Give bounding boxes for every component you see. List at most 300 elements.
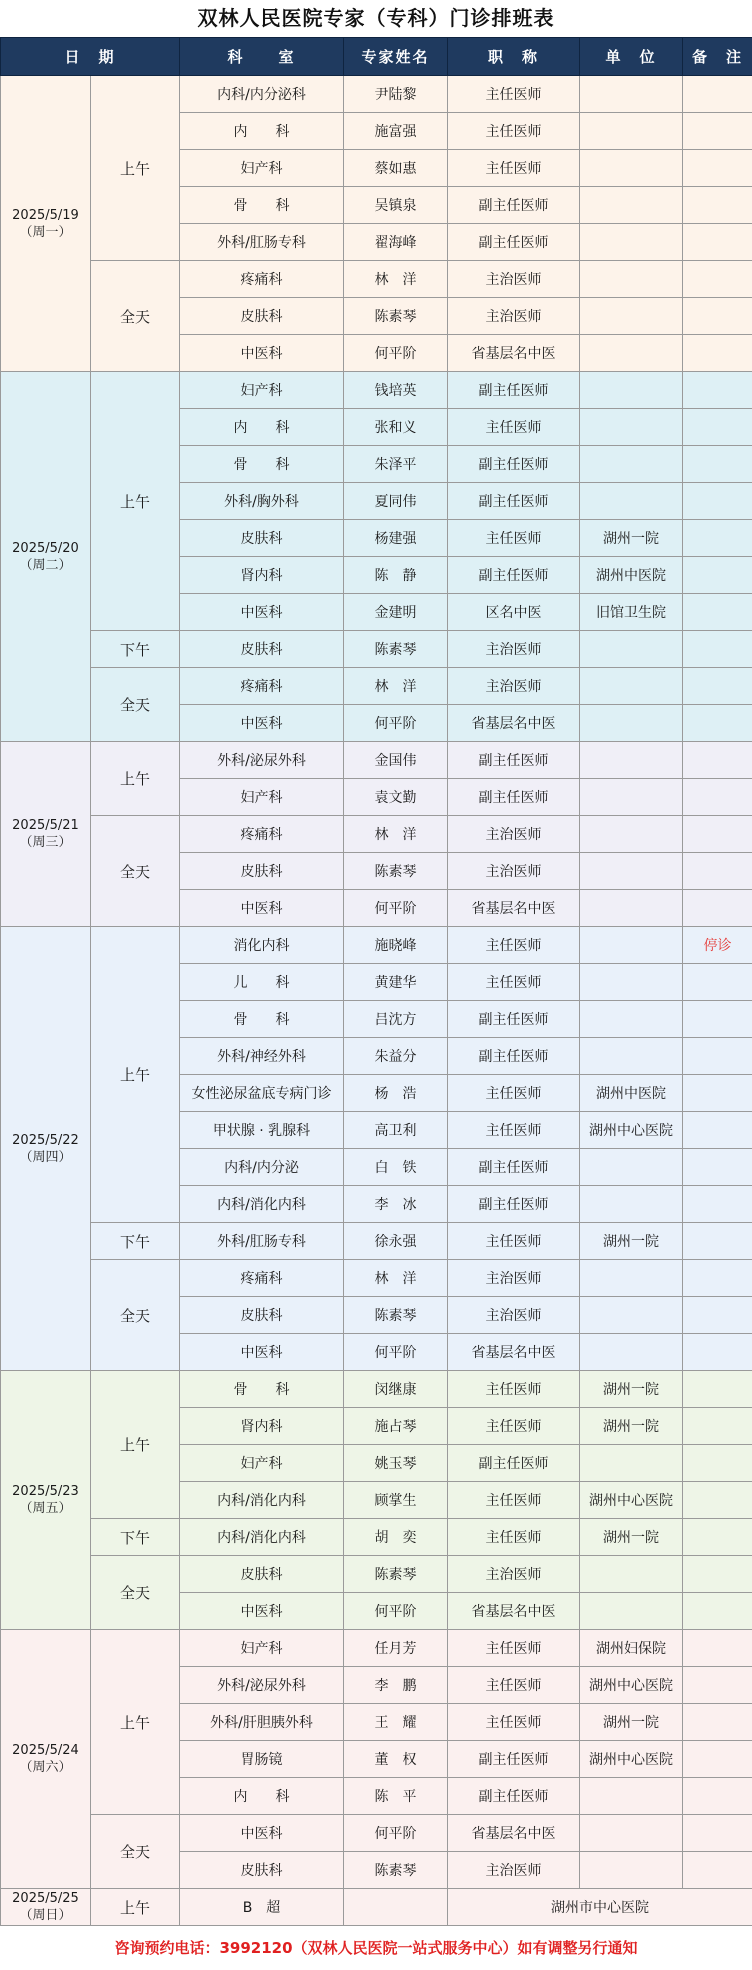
rank-cell: 副主任医师 xyxy=(448,1778,580,1815)
note-cell xyxy=(683,1186,752,1223)
rank-cell: 主任医师 xyxy=(448,927,580,964)
name-cell: 翟海峰 xyxy=(344,224,448,261)
name-cell: 陈素琴 xyxy=(344,631,448,668)
unit-cell xyxy=(580,335,683,372)
note-cell xyxy=(683,1223,752,1260)
period-cell: 全天 xyxy=(91,261,180,372)
period-cell: 上午 xyxy=(91,1630,180,1815)
dept-cell: 外科/胸外科 xyxy=(180,483,344,520)
name-cell: 朱益分 xyxy=(344,1038,448,1075)
dept-cell: 内 科 xyxy=(180,409,344,446)
rank-cell: 主任医师 xyxy=(448,113,580,150)
dept-cell: 皮肤科 xyxy=(180,1556,344,1593)
date-cell xyxy=(1,372,91,742)
note-cell xyxy=(683,594,752,631)
rank-cell: 副主任医师 xyxy=(448,187,580,224)
table-row xyxy=(1,1371,752,1408)
name-cell: 李 冰 xyxy=(344,1186,448,1223)
name-cell: 陈素琴 xyxy=(344,1852,448,1889)
name-cell: 夏同伟 xyxy=(344,483,448,520)
unit-cell: 湖州中心医院 xyxy=(580,1741,683,1778)
rank-cell: 副主任医师 xyxy=(448,1445,580,1482)
unit-cell: 湖州一院 xyxy=(580,1519,683,1556)
rank-cell: 主治医师 xyxy=(448,668,580,705)
table-row xyxy=(1,1223,752,1260)
unit-cell: 旧馆卫生院 xyxy=(580,594,683,631)
dept-cell: 疼痛科 xyxy=(180,261,344,298)
name-cell: 施富强 xyxy=(344,113,448,150)
table-row xyxy=(1,372,752,409)
date-cell xyxy=(1,742,91,927)
header-note: 备 注 xyxy=(683,38,752,76)
dept-cell: 皮肤科 xyxy=(180,1852,344,1889)
dept-cell: 消化内科 xyxy=(180,927,344,964)
table-row xyxy=(1,816,752,853)
period-cell: 上午 xyxy=(91,1371,180,1519)
rank-cell: 省基层名中医 xyxy=(448,1334,580,1371)
rank-cell: 副主任医师 xyxy=(448,742,580,779)
rank-cell: 省基层名中医 xyxy=(448,705,580,742)
unit-cell xyxy=(580,668,683,705)
table-row xyxy=(1,668,752,705)
weekday-text: （周六） xyxy=(1,1759,90,1776)
name-cell: 陈素琴 xyxy=(344,1297,448,1334)
rank-cell: 主任医师 xyxy=(448,1667,580,1704)
unit-cell xyxy=(580,1445,683,1482)
rank-cell: 主治医师 xyxy=(448,816,580,853)
table-row xyxy=(1,76,752,113)
unit-cell: 湖州中心医院 xyxy=(580,1112,683,1149)
name-cell: 王 耀 xyxy=(344,1704,448,1741)
note-cell xyxy=(683,557,752,594)
period-cell: 上午 xyxy=(91,927,180,1223)
unit-cell xyxy=(580,1186,683,1223)
dept-cell: 外科/肛肠专科 xyxy=(180,1223,344,1260)
note-cell xyxy=(683,853,752,890)
dept-cell: 妇产科 xyxy=(180,372,344,409)
table-row xyxy=(1,1630,752,1667)
unit-cell xyxy=(580,1778,683,1815)
rank-cell: 主任医师 xyxy=(448,1704,580,1741)
weekday-text: （周一） xyxy=(1,224,90,241)
dept-cell: 中医科 xyxy=(180,890,344,927)
note-cell xyxy=(683,1260,752,1297)
name-cell: 林 洋 xyxy=(344,1260,448,1297)
rank-cell: 主任医师 xyxy=(448,1371,580,1408)
note-cell xyxy=(683,520,752,557)
note-cell xyxy=(683,1297,752,1334)
name-cell: 何平阶 xyxy=(344,1334,448,1371)
dept-cell: 内科/消化内科 xyxy=(180,1482,344,1519)
table-row xyxy=(1,1815,752,1852)
table-row xyxy=(1,742,752,779)
name-cell: 闵继康 xyxy=(344,1371,448,1408)
unit-cell xyxy=(580,261,683,298)
dept-cell: 外科/泌尿外科 xyxy=(180,742,344,779)
note-cell xyxy=(683,76,752,113)
name-cell: 钱培英 xyxy=(344,372,448,409)
name-cell: 何平阶 xyxy=(344,1593,448,1630)
date-cell xyxy=(1,1371,91,1630)
note-cell xyxy=(683,261,752,298)
dept-cell: 内科/内分泌科 xyxy=(180,76,344,113)
weekday-text: （周日） xyxy=(1,1907,90,1924)
unit-cell xyxy=(580,816,683,853)
dept-cell: 内 科 xyxy=(180,113,344,150)
dept-cell: 肾内科 xyxy=(180,557,344,594)
unit-cell xyxy=(580,742,683,779)
note-cell xyxy=(683,409,752,446)
dept-cell: 中医科 xyxy=(180,705,344,742)
period-cell: 全天 xyxy=(91,1556,180,1630)
rank-cell: 主任医师 xyxy=(448,1223,580,1260)
page-title: 双林人民医院专家（专科）门诊排班表 xyxy=(0,0,752,37)
note-cell xyxy=(683,1112,752,1149)
dept-cell: 疼痛科 xyxy=(180,816,344,853)
dept-cell: 内 科 xyxy=(180,1778,344,1815)
note-cell xyxy=(683,446,752,483)
rank-cell: 主任医师 xyxy=(448,1482,580,1519)
dept-cell: 内科/消化内科 xyxy=(180,1519,344,1556)
rank-cell: 副主任医师 xyxy=(448,483,580,520)
note-cell xyxy=(683,187,752,224)
name-cell: 蔡如惠 xyxy=(344,150,448,187)
name-cell: 董 权 xyxy=(344,1741,448,1778)
note-cell xyxy=(683,1556,752,1593)
name-cell: 陈素琴 xyxy=(344,298,448,335)
unit-cell xyxy=(580,1852,683,1889)
rank-cell: 主治医师 xyxy=(448,261,580,298)
period-cell: 下午 xyxy=(91,1519,180,1556)
rank-cell: 主治医师 xyxy=(448,1260,580,1297)
dept-cell: 皮肤科 xyxy=(180,1297,344,1334)
note-cell xyxy=(683,1334,752,1371)
note-cell xyxy=(683,705,752,742)
unit-cell xyxy=(580,224,683,261)
dept-cell: 中医科 xyxy=(180,1593,344,1630)
name-cell: 黄建华 xyxy=(344,964,448,1001)
unit-cell xyxy=(580,1001,683,1038)
weekday-text: （周四） xyxy=(1,1149,90,1166)
note-cell xyxy=(683,1704,752,1741)
name-cell: 袁文勤 xyxy=(344,779,448,816)
name-cell: 白 铁 xyxy=(344,1149,448,1186)
note-cell xyxy=(683,372,752,409)
header-date: 日 期 xyxy=(1,38,180,76)
unit-cell: 湖州一院 xyxy=(580,1371,683,1408)
dept-cell: 内科/消化内科 xyxy=(180,1186,344,1223)
name-cell: 胡 奕 xyxy=(344,1519,448,1556)
note-cell xyxy=(683,1149,752,1186)
note-cell xyxy=(683,483,752,520)
note-cell xyxy=(683,816,752,853)
footer-contact: 咨询预约电话：3992120（双林人民医院一站式服务中心）如有调整另行通知 xyxy=(0,1926,752,1970)
note-cell xyxy=(683,113,752,150)
table-row xyxy=(1,261,752,298)
name-cell: 何平阶 xyxy=(344,890,448,927)
rank-cell: 主任医师 xyxy=(448,1630,580,1667)
name-cell: 施占琴 xyxy=(344,1408,448,1445)
name-cell: 朱泽平 xyxy=(344,446,448,483)
unit-cell xyxy=(580,372,683,409)
date-text: 2025/5/19 xyxy=(1,207,90,224)
table-row xyxy=(1,1889,752,1926)
rank-cell: 副主任医师 xyxy=(448,557,580,594)
dept-cell: 女性泌尿盆底专病门诊 xyxy=(180,1075,344,1112)
note-cell xyxy=(683,1852,752,1889)
note-cell xyxy=(683,1445,752,1482)
unit-cell xyxy=(580,409,683,446)
unit-cell: 湖州中医院 xyxy=(580,557,683,594)
rank-cell: 省基层名中医 xyxy=(448,890,580,927)
dept-cell: 疼痛科 xyxy=(180,668,344,705)
dept-cell: 皮肤科 xyxy=(180,298,344,335)
date-text: 2025/5/23 xyxy=(1,1483,90,1500)
note-cell xyxy=(683,1371,752,1408)
dept-cell: 甲状腺 · 乳腺科 xyxy=(180,1112,344,1149)
unit-cell: 湖州中心医院 xyxy=(580,1482,683,1519)
note-cell xyxy=(683,150,752,187)
unit-cell xyxy=(580,187,683,224)
rank-cell: 副主任医师 xyxy=(448,1741,580,1778)
unit-cell xyxy=(580,890,683,927)
dept-cell: 中医科 xyxy=(180,1815,344,1852)
name-cell: 顾掌生 xyxy=(344,1482,448,1519)
rank-cell: 主任医师 xyxy=(448,964,580,1001)
dept-cell: 妇产科 xyxy=(180,1630,344,1667)
note-cell: 停诊 xyxy=(683,927,752,964)
dept-cell: 肾内科 xyxy=(180,1408,344,1445)
rank-cell: 主任医师 xyxy=(448,150,580,187)
unit-cell: 湖州中医院 xyxy=(580,1075,683,1112)
note-cell xyxy=(683,1038,752,1075)
dept-cell: 外科/肝胆胰外科 xyxy=(180,1704,344,1741)
rank-cell: 副主任医师 xyxy=(448,779,580,816)
unit-cell: 湖州妇保院 xyxy=(580,1630,683,1667)
unit-cell xyxy=(580,1149,683,1186)
rank-cell: 主治医师 xyxy=(448,631,580,668)
dept-cell: 胃肠镜 xyxy=(180,1741,344,1778)
name-cell: 杨建强 xyxy=(344,520,448,557)
unit-cell: 湖州一院 xyxy=(580,1408,683,1445)
dept-cell: 皮肤科 xyxy=(180,520,344,557)
note-cell xyxy=(683,298,752,335)
rank-cell: 省基层名中医 xyxy=(448,1593,580,1630)
rank-cell: 副主任医师 xyxy=(448,372,580,409)
date-text: 2025/5/20 xyxy=(1,540,90,557)
table-header-row xyxy=(1,38,752,76)
unit-cell xyxy=(580,705,683,742)
rank-cell: 主治医师 xyxy=(448,298,580,335)
dept-cell: 中医科 xyxy=(180,594,344,631)
unit-cell: 湖州中心医院 xyxy=(580,1667,683,1704)
unit-cell xyxy=(580,150,683,187)
period-cell: 全天 xyxy=(91,1815,180,1889)
rank-cell: 主任医师 xyxy=(448,520,580,557)
note-cell xyxy=(683,1001,752,1038)
date-cell xyxy=(1,1630,91,1889)
header-dept: 科 室 xyxy=(180,38,344,76)
date-cell xyxy=(1,927,91,1371)
name-cell xyxy=(344,1889,448,1926)
rank-cell: 主治医师 xyxy=(448,853,580,890)
name-cell: 陈素琴 xyxy=(344,1556,448,1593)
weekday-text: （周五） xyxy=(1,1500,90,1517)
rank-cell: 主任医师 xyxy=(448,1075,580,1112)
period-cell: 全天 xyxy=(91,816,180,927)
name-cell: 林 洋 xyxy=(344,668,448,705)
rank-cell: 副主任医师 xyxy=(448,1001,580,1038)
period-cell: 下午 xyxy=(91,1223,180,1260)
name-cell: 施晓峰 xyxy=(344,927,448,964)
name-cell: 何平阶 xyxy=(344,335,448,372)
dept-cell: 儿 科 xyxy=(180,964,344,1001)
header-rank: 职 称 xyxy=(448,38,580,76)
dept-cell: 疼痛科 xyxy=(180,1260,344,1297)
table-row xyxy=(1,1556,752,1593)
rank-cell: 主任医师 xyxy=(448,1519,580,1556)
period-cell: 全天 xyxy=(91,1260,180,1371)
unit-cell xyxy=(580,779,683,816)
rank-cell: 主任医师 xyxy=(448,76,580,113)
dept-cell: 骨 科 xyxy=(180,1001,344,1038)
table-row xyxy=(1,1260,752,1297)
unit-cell: 湖州一院 xyxy=(580,520,683,557)
period-cell: 上午 xyxy=(91,1889,180,1926)
name-cell: 吕沈方 xyxy=(344,1001,448,1038)
date-cell xyxy=(1,76,91,372)
name-cell: 张和义 xyxy=(344,409,448,446)
dept-cell: 中医科 xyxy=(180,1334,344,1371)
rank-cell: 主任医师 xyxy=(448,409,580,446)
dept-cell: 外科/肛肠专科 xyxy=(180,224,344,261)
dept-cell: 骨 科 xyxy=(180,187,344,224)
name-cell: 林 洋 xyxy=(344,816,448,853)
unit-cell xyxy=(580,113,683,150)
rank-cell: 副主任医师 xyxy=(448,224,580,261)
note-cell xyxy=(683,224,752,261)
rank-cell: 省基层名中医 xyxy=(448,1815,580,1852)
note-cell xyxy=(683,1667,752,1704)
rank-cell: 主治医师 xyxy=(448,1852,580,1889)
note-cell xyxy=(683,1630,752,1667)
rank-cell: 省基层名中医 xyxy=(448,335,580,372)
dept-cell: 外科/泌尿外科 xyxy=(180,1667,344,1704)
unit-cell: 湖州一院 xyxy=(580,1704,683,1741)
unit-cell xyxy=(580,1334,683,1371)
period-cell: 下午 xyxy=(91,631,180,668)
name-cell: 任月芳 xyxy=(344,1630,448,1667)
rank-cell: 副主任医师 xyxy=(448,1038,580,1075)
rank-cell: 副主任医师 xyxy=(448,1149,580,1186)
rank-cell: 主任医师 xyxy=(448,1112,580,1149)
dept-cell: 外科/神经外科 xyxy=(180,1038,344,1075)
table-row xyxy=(1,927,752,964)
table-row xyxy=(1,1519,752,1556)
name-cell: 高卫利 xyxy=(344,1112,448,1149)
note-cell xyxy=(683,742,752,779)
schedule-body xyxy=(1,76,752,1926)
note-cell xyxy=(683,1408,752,1445)
note-cell xyxy=(683,779,752,816)
date-text: 2025/5/25 xyxy=(1,1890,90,1907)
rank-cell: 区名中医 xyxy=(448,594,580,631)
rank-cell: 副主任医师 xyxy=(448,1186,580,1223)
period-cell: 上午 xyxy=(91,742,180,816)
date-cell xyxy=(1,1889,91,1926)
unit-cell xyxy=(580,853,683,890)
name-cell: 尹陆黎 xyxy=(344,76,448,113)
dept-cell: 皮肤科 xyxy=(180,853,344,890)
dept-cell: 中医科 xyxy=(180,335,344,372)
name-cell: 何平阶 xyxy=(344,705,448,742)
table-row xyxy=(1,631,752,668)
note-cell xyxy=(683,1741,752,1778)
name-cell: 陈 平 xyxy=(344,1778,448,1815)
unit-cell xyxy=(580,1297,683,1334)
note-cell xyxy=(683,890,752,927)
unit-cell xyxy=(580,1260,683,1297)
name-cell: 金建明 xyxy=(344,594,448,631)
unit-cell xyxy=(580,1038,683,1075)
header-name: 专家姓名 xyxy=(344,38,448,76)
schedule-table xyxy=(0,37,752,1926)
unit-cell xyxy=(580,631,683,668)
name-cell: 杨 浩 xyxy=(344,1075,448,1112)
name-cell: 林 洋 xyxy=(344,261,448,298)
name-cell: 姚玉琴 xyxy=(344,1445,448,1482)
unit-cell xyxy=(580,298,683,335)
dept-cell: 妇产科 xyxy=(180,150,344,187)
period-cell: 上午 xyxy=(91,76,180,261)
dept-cell: 妇产科 xyxy=(180,779,344,816)
unit-cell: 湖州一院 xyxy=(580,1223,683,1260)
note-cell xyxy=(683,335,752,372)
period-cell: 上午 xyxy=(91,372,180,631)
note-cell xyxy=(683,1593,752,1630)
period-cell: 全天 xyxy=(91,668,180,742)
note-cell xyxy=(683,668,752,705)
date-text: 2025/5/24 xyxy=(1,1742,90,1759)
date-text: 2025/5/22 xyxy=(1,1132,90,1149)
rank-cell: 主治医师 xyxy=(448,1556,580,1593)
note-cell xyxy=(683,1519,752,1556)
dept-cell: 骨 科 xyxy=(180,1371,344,1408)
unit-cell xyxy=(580,76,683,113)
dept-cell: 妇产科 xyxy=(180,1445,344,1482)
note-cell xyxy=(683,1482,752,1519)
rank-cell: 主任医师 xyxy=(448,1408,580,1445)
dept-cell: B 超 xyxy=(180,1889,344,1926)
name-cell: 陈 静 xyxy=(344,557,448,594)
unit-cell xyxy=(580,446,683,483)
name-cell: 金国伟 xyxy=(344,742,448,779)
date-text: 2025/5/21 xyxy=(1,817,90,834)
unit-cell xyxy=(580,1556,683,1593)
unit-cell xyxy=(580,927,683,964)
note-cell xyxy=(683,964,752,1001)
rank-cell: 主治医师 xyxy=(448,1297,580,1334)
unit-cell: 湖州市中心医院 xyxy=(448,1889,752,1926)
header-unit: 单 位 xyxy=(580,38,683,76)
rank-cell: 副主任医师 xyxy=(448,446,580,483)
unit-cell xyxy=(580,964,683,1001)
dept-cell: 皮肤科 xyxy=(180,631,344,668)
dept-cell: 骨 科 xyxy=(180,446,344,483)
note-cell xyxy=(683,1778,752,1815)
unit-cell xyxy=(580,1593,683,1630)
note-cell xyxy=(683,1815,752,1852)
